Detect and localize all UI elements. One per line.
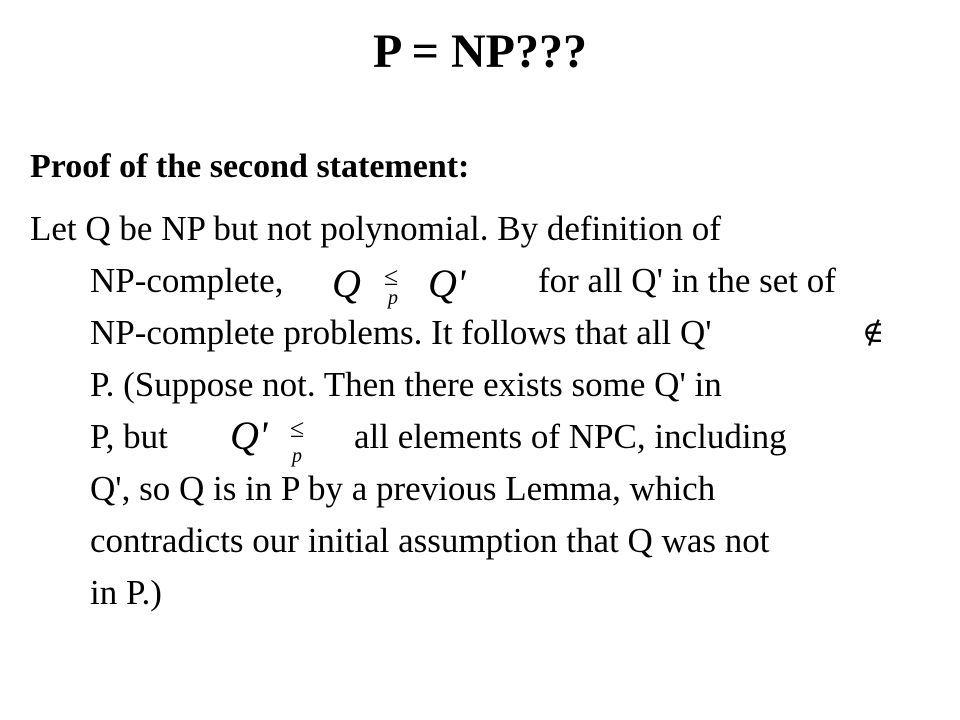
body-line-4: P. (Suppose not. Then there exists some Q' in: [90, 365, 722, 404]
formula2-left: Q': [230, 413, 268, 458]
body-line-5b: all elements of NPC, including: [354, 417, 787, 456]
formula1-right: Q': [428, 261, 466, 306]
formula1-subscript: p: [388, 287, 398, 309]
formula1-left: Q: [332, 261, 361, 306]
body-line-2b: for all Q' in the set of: [538, 261, 836, 300]
body-line-1: Let Q be NP but not polynomial. By definition of: [30, 209, 721, 248]
body-line-5a: P, but: [90, 417, 168, 456]
slide-title: P = NP???: [372, 25, 587, 78]
formula1-relation: ≤: [384, 262, 399, 291]
body-line-3: NP-complete problems. It follows that all Q': [90, 313, 712, 352]
body-line-8: in P.): [90, 573, 162, 612]
body-line-6: Q', so Q is in P by a previous Lemma, which: [90, 469, 716, 508]
reduction-formula-1: [330, 258, 490, 318]
proof-heading: Proof of the second statement:: [30, 148, 470, 185]
body-line-7: contradicts our initial assumption that Q was not: [90, 521, 770, 560]
formula2-subscript: p: [292, 445, 302, 467]
formula2-relation: ≤: [290, 414, 305, 443]
body-line-2a: NP-complete,: [90, 261, 284, 300]
not-element-symbol: ∉: [862, 316, 885, 349]
